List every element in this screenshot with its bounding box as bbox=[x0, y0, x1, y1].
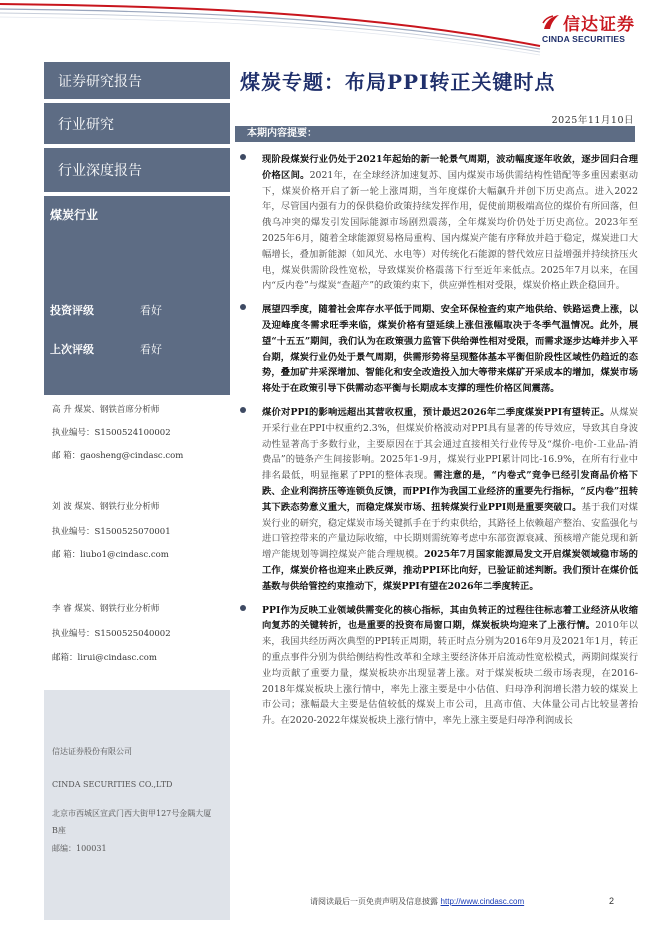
summary-header: 本期内容提要： bbox=[235, 126, 635, 142]
header-swoosh-graphic bbox=[0, 0, 545, 58]
bullet-body-text-2: 基于我们对煤炭行业的研究，稳定煤炭市场关键抓手在于约束供给，其路径上依赖超产整治、安监强化与进口管控带来的产量边际收缩，中长期则需统筹考虑中东部资源衰减、预核增产能兑现和新增产能规划等调控煤炭产能合理规模。 bbox=[262, 501, 638, 561]
analyst-name: 刘 波 煤炭、钢铁行业分析师 bbox=[52, 502, 160, 512]
rating-panel bbox=[44, 196, 230, 395]
report-title: 煤炭专题：布局PPI转正关键时点 bbox=[240, 70, 556, 94]
company-address-2: B座 bbox=[52, 826, 66, 835]
sidebar-section-label: 证券研究报告 bbox=[58, 73, 142, 90]
bullet-dot-icon bbox=[240, 154, 246, 160]
bullet-body-text: 2021年，在全球经济加速复苏、国内煤炭市场供需结构性错配等多重因素驱动下，煤炭价格开启了新一轮上涨周期，当年度煤价大幅飙升并创下历史高点。进入2022年，尽管国内强有力的保供稳价政策持续发挥作用，促使前期极端高位的煤价有所回落，但俄乌冲突的爆发引发国际能源市场剧烈震荡，全年煤炭均价仍处于历史高位。2023年至2025年6月，随着全球能源贸易格局重构、国内煤炭产能有序释放并趋于稳定，煤炭进口大幅增长，叠加新能源（如风光、水电等）对传统化石能源的替代效应日益增强并持续挤压火电，煤炭供需阶段性宽松，导致煤炭价格震荡下行至近年来低点。2025年7月以来，在国内“反内卷”与煤炭“查超产”的政策约束下，供应弹性相对受限，煤炭价格止跌企稳回升。 bbox=[262, 169, 638, 292]
prev-rating-value: 看好 bbox=[140, 343, 162, 356]
list-item bbox=[240, 152, 638, 294]
analyst-email[interactable]: 邮 箱：gaosheng@cindasc.com bbox=[52, 451, 184, 461]
analyst-license: 执业编号：S1500525070001 bbox=[52, 527, 171, 537]
company-info-panel bbox=[44, 690, 230, 920]
company-address: 北京市西城区宣武门西大街甲127号金隅大厦 bbox=[52, 809, 212, 818]
analyst-license: 执业编号：S1500524100002 bbox=[52, 428, 171, 438]
page-number: 2 bbox=[609, 896, 615, 906]
analyst-email[interactable]: 邮箱：lirui@cindasc.com bbox=[52, 653, 157, 663]
list-item bbox=[240, 603, 638, 729]
logo-name-en: CINDA SECURITIES bbox=[542, 34, 626, 44]
bullet-bold-text: PPI作为反映工业领域供需变化的核心指标，其由负转正的过程往往标志着工业经济从收缩向复苏的关键转折，也是重要的投资布局窗口期，煤炭板块均迎来了上涨行情。 bbox=[262, 604, 638, 632]
bullet-bold-text-2: 需注意的是，“内卷式”竞争已经引发商品价格下跌、企业利润挤压等连锁负反馈，而PPI作为我国工业经济的重要先行指标，“反内卷”扭转其下跌态势意义重大，而稳定煤炭市场、扭转煤炭行业PPI则是重要突破口。 bbox=[262, 470, 638, 513]
company-postcode: 邮编：100031 bbox=[52, 844, 107, 853]
prev-rating-label: 上次评级 bbox=[50, 343, 94, 356]
sidebar-section-industry-research bbox=[44, 103, 230, 144]
list-item bbox=[240, 302, 638, 397]
bullet-bold-text: 现阶段煤炭行业仍处于2021年起始的新一轮景气周期，波动幅度逐年收敛，逐步回归合理价格区间。 bbox=[262, 154, 638, 181]
sidebar-section-research-report bbox=[44, 62, 230, 99]
analyst-name: 李 睿 煤炭、钢铁行业分析师 bbox=[52, 604, 160, 614]
sidebar bbox=[44, 62, 230, 920]
bullet-bold-tail: 2025年7月国家能源局发文开启煤炭领域稳市场的工作，煤炭价格也迎来止跌反弹，推动PPI环比向好，已验证前述判断。我们预计在煤价低基数与供给管控约束推动下，煤炭PPI有望在2026年二季度转正。 bbox=[262, 549, 638, 592]
bullet-text bbox=[262, 405, 638, 595]
company-name-cn: 信达证券股份有限公司 bbox=[52, 747, 132, 756]
bullet-body-text: 从煤炭开采行业在PPI中权重约2.3%，但煤炭价格波动对PPI具有显著的传导效应，导致其自身波动性显著高于多数行业，主要原因在于其会通过直接相关行业传导及“煤价-电价-工业品-消费品”的链条产生间接影响。2025年1-9月，煤炭行业PPI累计同比-16.9%，在所有行业中排名最低，明显拖累了PPI的整体表现。 bbox=[262, 406, 638, 482]
bullet-dot-icon bbox=[240, 407, 246, 413]
report-date: 2025年11月10日 bbox=[551, 115, 634, 126]
cinda-logo bbox=[542, 10, 657, 50]
page-header bbox=[0, 0, 662, 58]
sidebar-section-label: 行业深度报告 bbox=[58, 163, 142, 179]
bullet-dot-icon bbox=[240, 605, 246, 611]
sidebar-section-label: 行业研究 bbox=[58, 116, 114, 133]
analyst-email[interactable]: 邮 箱：liubo1@cindasc.com bbox=[52, 550, 169, 560]
bullet-bold-text: 煤价对PPI的影响远超出其营收权重，预计最迟2026年二季度煤炭PPI有望转正。 bbox=[262, 406, 610, 418]
rating-value: 看好 bbox=[140, 304, 162, 317]
list-item bbox=[240, 405, 638, 595]
industry-name: 煤炭行业 bbox=[50, 208, 99, 222]
bullet-bold-text: 展望四季度，随着社会库存水平低于同期、安全环保检查约束产地供给、铁路运费上涨，以及迎峰度冬需求旺季来临，煤炭价格有望延续上涨但涨幅取决于冬季气温情况。此外，展望“十五五”期间，我们认为在政策强力监管下供给弹性相对受限，而需求逐步达峰并步入平台期，煤炭行业仍处于景气周期，供需形势将呈现整体基本平衡但阶段性区域性仍趋近的态势，叠加矿井采深增加、智能化和安全改造投入加大等带来煤矿开采成本的增加，煤炭市场将处于在政策引导下供需动态平衡与长期成本支撑的理性价格区间震荡。 bbox=[262, 304, 638, 395]
disclaimer-note: 请阅读最后一页免责声明及信息披露 bbox=[310, 897, 438, 906]
rating-label: 投资评级 bbox=[50, 304, 94, 317]
analyst-list bbox=[44, 395, 230, 690]
bullet-body-text: 2010年以来，我国共经历两次典型的PPI转正周期，转正时点分别为2016年9月及2021年1月，转正的重点事件分别为供给侧结构性改革和全球主要经济体开启流动性宽松模式，两期间煤炭行业均贡献了重要力量，煤炭板块亦出现显著上涨。对于煤炭板块二级市场表现，在2016-2018年煤炭板块上涨行情中，率先上涨主要是中小估值、归母净利润增长潜力较的煤炭上市公司；涨幅最大主要是估值较低的煤炭上市公司，且高市值、大体量公司占比较显著抬升。在2020-2022年煤炭板块上涨行情中，率先上涨主要是归母净利润成长 bbox=[262, 620, 638, 727]
analyst-license: 执业编号：S1500525040002 bbox=[52, 629, 171, 639]
analyst-name: 高 升 煤炭、钢铁首席分析师 bbox=[52, 405, 160, 415]
page-footer bbox=[310, 896, 524, 907]
bullet-text bbox=[262, 302, 638, 397]
bullet-text bbox=[262, 152, 638, 294]
bullet-text bbox=[262, 603, 638, 729]
bullet-dot-icon bbox=[240, 304, 246, 310]
company-name-en: CINDA SECURITIES CO.,LTD bbox=[52, 780, 173, 789]
sidebar-section-industry-depth bbox=[44, 148, 230, 192]
cinda-logo-icon bbox=[542, 13, 560, 31]
logo-name-cn: 信达证券 bbox=[563, 15, 635, 35]
website-link[interactable]: http://www.cindasc.com bbox=[440, 897, 525, 906]
